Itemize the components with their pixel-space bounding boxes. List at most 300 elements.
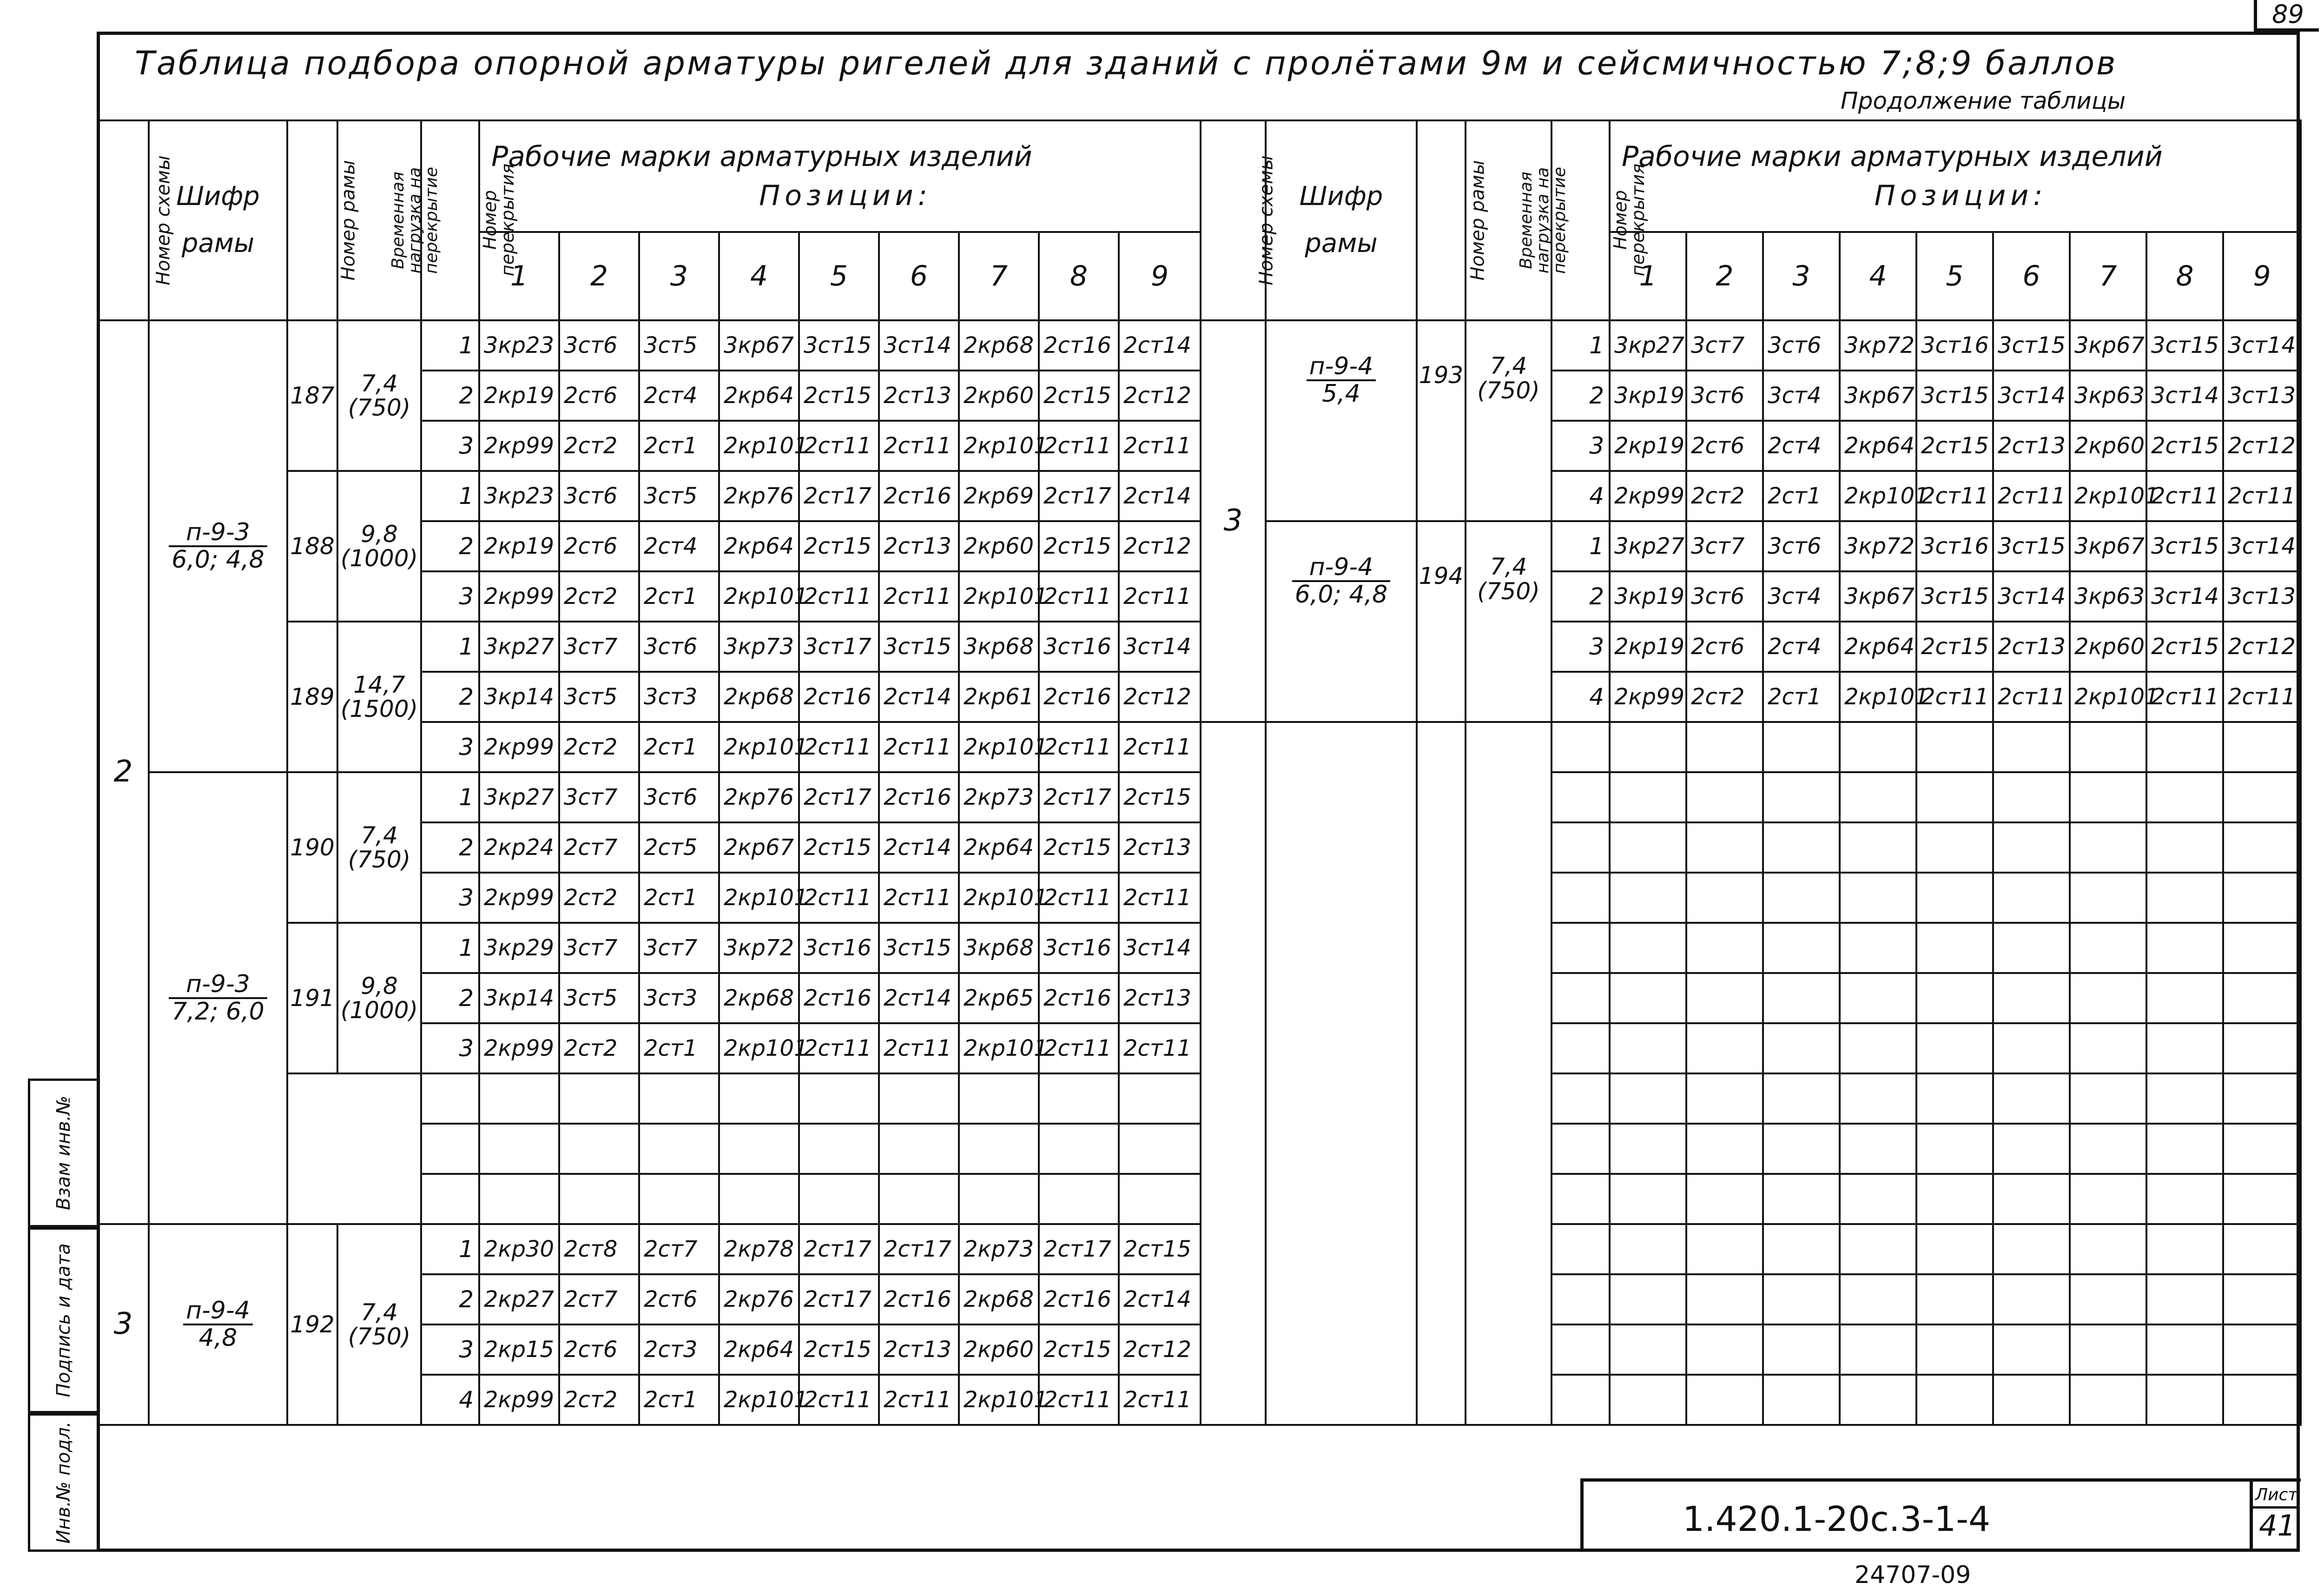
position-header: 6 xyxy=(1993,232,2070,320)
empty-cell xyxy=(879,1174,959,1224)
load-value xyxy=(337,471,421,622)
floor-number: 3 xyxy=(421,421,479,471)
floor-number: 4 xyxy=(421,1375,479,1425)
mark-cell: 2кр68 xyxy=(959,1274,1039,1324)
mark-cell: 2ст11 xyxy=(879,421,959,471)
floor-number: 1 xyxy=(1552,320,1610,371)
empty-cell xyxy=(2146,923,2223,973)
empty-cell xyxy=(1993,973,2070,1023)
floor-number: 1 xyxy=(421,1224,479,1274)
archive-number: 24707-09 xyxy=(1855,1561,1971,1589)
sheet-number: 41 xyxy=(2259,1509,2296,1543)
empty-cell xyxy=(1916,923,1993,973)
empty-cell xyxy=(1610,1124,1686,1174)
empty-cell xyxy=(1763,973,1840,1023)
empty-cell xyxy=(1686,1073,1763,1124)
empty-cell xyxy=(2223,1324,2301,1375)
frame-code-fraction xyxy=(1307,354,1376,406)
mark-cell: 3кр19 xyxy=(1610,571,1686,622)
mark-cell: 3кр27 xyxy=(479,772,559,822)
position-header: 1 xyxy=(479,232,559,320)
mark-cell: 2ст6 xyxy=(559,521,639,571)
mark-cell: 2кр19 xyxy=(1610,622,1686,672)
floor-number: 1 xyxy=(1552,521,1610,571)
mark-cell: 3ст7 xyxy=(559,923,639,973)
mark-cell: 2ст14 xyxy=(1119,471,1201,521)
empty-cell xyxy=(1840,1124,1916,1174)
empty-cell xyxy=(1916,873,1993,923)
mark-cell: 2ст14 xyxy=(879,822,959,873)
frame-code xyxy=(149,772,287,1224)
mark-cell: 2ст15 xyxy=(2146,622,2223,672)
empty-cell xyxy=(1916,722,1993,772)
empty-cell xyxy=(1840,973,1916,1023)
empty-cell xyxy=(2070,1274,2146,1324)
empty-cell xyxy=(1763,822,1840,873)
empty-cell xyxy=(2223,923,2301,973)
mark-cell: 2ст16 xyxy=(879,772,959,822)
table-row xyxy=(98,1224,1201,1274)
mark-cell: 2ст6 xyxy=(639,1274,719,1324)
empty-cell xyxy=(1610,923,1686,973)
mark-cell: 2ст11 xyxy=(799,722,879,772)
empty-cell xyxy=(1552,973,1610,1023)
empty-cell xyxy=(1840,1073,1916,1124)
mark-cell: 3ст7 xyxy=(559,622,639,672)
frame-number: 193 xyxy=(1417,320,1466,521)
load-value xyxy=(337,923,421,1073)
mark-cell: 2кр64 xyxy=(719,1324,799,1375)
mark-cell: 2ст13 xyxy=(879,1324,959,1375)
mark-cell: 2кр76 xyxy=(719,471,799,521)
empty-cell xyxy=(2146,1274,2223,1324)
empty-cell xyxy=(879,1073,959,1124)
load-kgf: (750) xyxy=(348,394,411,421)
position-header: 6 xyxy=(879,232,959,320)
mark-cell: 2ст2 xyxy=(1686,471,1763,521)
mark-cell: 3ст5 xyxy=(559,973,639,1023)
mark-cell: 2ст15 xyxy=(1119,1224,1201,1274)
empty-cell xyxy=(1610,1324,1686,1375)
mark-cell: 2кр65 xyxy=(959,973,1039,1023)
empty-cell xyxy=(1840,1375,1916,1425)
frame-number: 192 xyxy=(287,1224,337,1425)
floor-number: 4 xyxy=(1552,672,1610,722)
empty-cell xyxy=(719,1073,799,1124)
empty-cell xyxy=(421,1073,479,1124)
empty-cell xyxy=(421,1174,479,1224)
mark-cell: 2ст15 xyxy=(799,371,879,421)
floor-number: 1 xyxy=(421,772,479,822)
empty-cell xyxy=(1993,873,2070,923)
header-code: Шифр рамы xyxy=(149,120,287,320)
mark-cell: 2кр60 xyxy=(959,371,1039,421)
margin-replace-inv: Взам инв.№ xyxy=(28,1079,97,1227)
mark-cell: 2ст11 xyxy=(2223,672,2301,722)
mark-cell: 2ст16 xyxy=(1039,320,1119,371)
mark-cell: 2кр99 xyxy=(479,421,559,471)
mark-cell: 2ст11 xyxy=(879,722,959,772)
table-title: Таблица подбора опорной арматуры ригелей для зданий с пролётами 9м и сейсмичностью 7;8;9 баллов xyxy=(135,44,2118,82)
empty-cell xyxy=(1552,1124,1610,1174)
mark-cell: 2ст17 xyxy=(1039,471,1119,521)
mark-cell: 2ст16 xyxy=(1039,973,1119,1023)
mark-cell: 2кр64 xyxy=(719,371,799,421)
floor-number: 2 xyxy=(421,822,479,873)
table-subtitle: Продолжение таблицы xyxy=(1841,87,2126,114)
mark-cell: 2ст11 xyxy=(1119,1375,1201,1425)
mark-cell: 2ст17 xyxy=(799,1224,879,1274)
mark-cell: 2кр99 xyxy=(479,1375,559,1425)
left-table-body xyxy=(98,120,1201,1476)
filler-cell xyxy=(98,1425,1201,1476)
floor-number: 3 xyxy=(1552,622,1610,672)
mark-cell: 3кр72 xyxy=(1840,521,1916,571)
floor-number: 2 xyxy=(421,371,479,421)
mark-cell: 2кр60 xyxy=(2070,421,2146,471)
mark-cell: 2ст15 xyxy=(1119,772,1201,822)
floor-number: 2 xyxy=(1552,571,1610,622)
mark-cell: 2ст13 xyxy=(1993,622,2070,672)
mark-cell: 3кр29 xyxy=(479,923,559,973)
empty-cell xyxy=(1552,1174,1610,1224)
floor-number: 3 xyxy=(421,1023,479,1073)
header-scheme: Номер схемы xyxy=(98,120,149,320)
empty-cell xyxy=(2146,1224,2223,1274)
mark-cell: 3кр67 xyxy=(2070,521,2146,571)
empty-cell xyxy=(1552,1274,1610,1324)
empty-cell xyxy=(1686,1174,1763,1224)
empty-cell xyxy=(2223,1073,2301,1124)
mark-cell: 2кр64 xyxy=(719,521,799,571)
mark-cell: 3кр27 xyxy=(1610,521,1686,571)
mark-cell: 2ст6 xyxy=(1686,421,1763,471)
empty-cell xyxy=(1686,923,1763,973)
position-header: 4 xyxy=(719,232,799,320)
empty-cell xyxy=(2070,973,2146,1023)
mark-cell: 3ст5 xyxy=(559,672,639,722)
mark-cell: 3ст15 xyxy=(1993,320,2070,371)
mark-cell: 3ст16 xyxy=(1039,622,1119,672)
empty-cell xyxy=(2146,822,2223,873)
mark-cell: 3ст4 xyxy=(1763,371,1840,421)
empty-cell xyxy=(559,1073,639,1124)
mark-cell: 2ст11 xyxy=(1039,1375,1119,1425)
mark-cell: 2ст12 xyxy=(1119,1324,1201,1375)
load-kpa: 7,4 xyxy=(361,821,398,849)
empty-cell xyxy=(1610,822,1686,873)
load-kgf: (1500) xyxy=(340,695,418,722)
empty-cell xyxy=(1840,923,1916,973)
frame-code-num: п-9-3 xyxy=(169,972,267,999)
floor-number: 2 xyxy=(421,973,479,1023)
empty-cell xyxy=(1039,1124,1119,1174)
mark-cell: 2ст11 xyxy=(799,873,879,923)
mark-cell: 2ст11 xyxy=(1119,421,1201,471)
mark-cell: 2кр73 xyxy=(959,772,1039,822)
mark-cell: 2кр101 xyxy=(719,571,799,622)
mark-cell: 2кр68 xyxy=(719,672,799,722)
scheme-number: 3 xyxy=(98,1224,149,1425)
mark-cell: 3ст15 xyxy=(879,622,959,672)
mark-cell: 2ст6 xyxy=(559,371,639,421)
frame-code-fraction xyxy=(169,972,267,1024)
empty-cell xyxy=(1686,1023,1763,1073)
mark-cell: 2ст11 xyxy=(879,1023,959,1073)
frame-code-num: п-9-4 xyxy=(1307,354,1376,381)
load-kgf: (750) xyxy=(348,1323,411,1350)
mark-cell: 2ст11 xyxy=(1119,1023,1201,1073)
empty-cell xyxy=(2223,772,2301,822)
empty-cell xyxy=(1840,1023,1916,1073)
mark-cell: 2ст11 xyxy=(1119,571,1201,622)
filler-row xyxy=(98,1425,1201,1476)
empty-cell xyxy=(1610,973,1686,1023)
empty-cell xyxy=(2146,873,2223,923)
mark-cell: 2ст4 xyxy=(639,371,719,421)
floor-number: 3 xyxy=(1552,421,1610,471)
mark-cell: 3ст6 xyxy=(639,622,719,672)
mark-cell: 3кр72 xyxy=(719,923,799,973)
floor-number: 3 xyxy=(421,1324,479,1375)
position-header: 3 xyxy=(1763,232,1840,320)
empty-cell xyxy=(2223,1274,2301,1324)
empty-cell xyxy=(1552,1375,1610,1425)
frame-number: 194 xyxy=(1417,521,1466,722)
mark-cell: 2ст15 xyxy=(1039,1324,1119,1375)
empty-cell xyxy=(1610,1224,1686,1274)
position-header: 1 xyxy=(1610,232,1686,320)
table-row xyxy=(98,772,1201,822)
mark-cell: 2кр101 xyxy=(719,722,799,772)
empty-cell xyxy=(1610,1023,1686,1073)
mark-cell: 2кр101 xyxy=(719,873,799,923)
sheet-label: Лист xyxy=(2255,1485,2298,1504)
empty-cell xyxy=(1840,1324,1916,1375)
mark-cell: 2кр78 xyxy=(719,1224,799,1274)
mark-cell: 2кр60 xyxy=(959,521,1039,571)
mark-cell: 3ст15 xyxy=(879,923,959,973)
table-row xyxy=(1201,521,2301,571)
empty-cell xyxy=(1552,1023,1610,1073)
empty-cell xyxy=(2223,1174,2301,1224)
empty-cell xyxy=(1763,1274,1840,1324)
mark-cell: 2ст15 xyxy=(799,822,879,873)
load-kpa: 9,8 xyxy=(361,972,398,1000)
mark-cell: 2кр101 xyxy=(719,1375,799,1425)
empty-cell xyxy=(1610,1073,1686,1124)
frame-code-num: п-9-4 xyxy=(183,1298,253,1325)
empty-cell xyxy=(1610,1375,1686,1425)
mark-cell: 3ст16 xyxy=(1916,521,1993,571)
empty-cell xyxy=(959,1124,1039,1174)
load-kpa: 14,7 xyxy=(353,671,405,698)
mark-cell: 2ст2 xyxy=(559,571,639,622)
empty-cell xyxy=(1686,973,1763,1023)
mark-cell: 2кр101 xyxy=(2070,672,2146,722)
empty-cell xyxy=(1039,1073,1119,1124)
empty-cell xyxy=(559,1174,639,1224)
empty-cell xyxy=(287,1073,421,1224)
empty-cell xyxy=(879,1124,959,1174)
mark-cell: 2ст1 xyxy=(1763,471,1840,521)
mark-cell: 2ст14 xyxy=(879,973,959,1023)
floor-number: 2 xyxy=(421,1274,479,1324)
mark-cell: 3ст14 xyxy=(1993,371,2070,421)
empty-cell xyxy=(2070,1124,2146,1174)
mark-cell: 2кр101 xyxy=(2070,471,2146,521)
empty-cell xyxy=(1993,1324,2070,1375)
empty-cell xyxy=(2223,973,2301,1023)
mark-cell: 2ст11 xyxy=(1916,471,1993,521)
empty-cell xyxy=(1039,1174,1119,1224)
mark-cell: 3ст14 xyxy=(2146,371,2223,421)
mark-cell: 3ст14 xyxy=(2223,320,2301,371)
header-row-right xyxy=(1201,120,2301,232)
mark-cell: 2ст12 xyxy=(2223,622,2301,672)
mark-cell: 2ст1 xyxy=(639,421,719,471)
empty-cell xyxy=(1916,973,1993,1023)
mark-cell: 2ст7 xyxy=(639,1224,719,1274)
mark-cell: 2ст11 xyxy=(1039,421,1119,471)
empty-cell xyxy=(1763,1174,1840,1224)
mark-cell: 2кр76 xyxy=(719,1274,799,1324)
empty-cell xyxy=(1993,1124,2070,1174)
mark-cell: 2кр101 xyxy=(959,722,1039,772)
empty-cell xyxy=(2070,822,2146,873)
mark-cell: 3ст7 xyxy=(639,923,719,973)
mark-cell: 2ст11 xyxy=(1039,1023,1119,1073)
frame-code-den: 4,8 xyxy=(198,1324,238,1352)
mark-cell: 3ст15 xyxy=(1993,521,2070,571)
empty-cell xyxy=(1763,1124,1840,1174)
empty-cell xyxy=(2070,1073,2146,1124)
mark-cell: 3ст14 xyxy=(1119,622,1201,672)
empty-cell xyxy=(1201,722,1266,1425)
empty-cell xyxy=(1916,1224,1993,1274)
empty-cell xyxy=(1916,772,1993,822)
mark-cell: 2ст11 xyxy=(879,1375,959,1425)
floor-number: 3 xyxy=(421,873,479,923)
mark-cell: 2ст4 xyxy=(1763,421,1840,471)
mark-cell: 2ст6 xyxy=(1686,622,1763,672)
floor-number: 1 xyxy=(421,923,479,973)
empty-cell xyxy=(719,1174,799,1224)
empty-cell xyxy=(2223,873,2301,923)
mark-cell: 3ст15 xyxy=(1916,571,1993,622)
mark-cell: 2ст14 xyxy=(879,672,959,722)
mark-cell: 3кр14 xyxy=(479,672,559,722)
mark-cell: 3ст6 xyxy=(559,320,639,371)
mark-cell: 2ст15 xyxy=(1039,521,1119,571)
mark-cell: 2ст15 xyxy=(2146,421,2223,471)
header-load: Временная нагрузка на перекрытие xyxy=(337,120,421,320)
empty-cell xyxy=(1916,822,1993,873)
mark-cell: 2ст11 xyxy=(799,1375,879,1425)
mark-cell: 2ст2 xyxy=(559,1023,639,1073)
position-header: 7 xyxy=(959,232,1039,320)
mark-cell: 2ст16 xyxy=(879,471,959,521)
mark-cell: 2кр67 xyxy=(719,822,799,873)
mark-cell: 3ст14 xyxy=(879,320,959,371)
empty-cell xyxy=(1763,1224,1840,1274)
mark-cell: 2кр99 xyxy=(1610,672,1686,722)
frame-number: 190 xyxy=(287,772,337,923)
mark-cell: 2кр99 xyxy=(1610,471,1686,521)
margin-original-inv: Инв.№ подл. xyxy=(28,1413,97,1552)
mark-cell: 2ст7 xyxy=(559,1274,639,1324)
mark-cell: 2ст11 xyxy=(2146,672,2223,722)
frame-code xyxy=(149,1224,287,1425)
mark-cell: 3кр19 xyxy=(1610,371,1686,421)
empty-cell xyxy=(1119,1073,1201,1124)
mark-cell: 2ст6 xyxy=(559,1324,639,1375)
empty-cell xyxy=(2146,772,2223,822)
empty-cell xyxy=(1686,772,1763,822)
empty-cell xyxy=(1993,772,2070,822)
mark-cell: 2кр101 xyxy=(959,1023,1039,1073)
empty-cell xyxy=(1610,873,1686,923)
mark-cell: 3кр63 xyxy=(2070,571,2146,622)
load-kpa: 7,4 xyxy=(1490,352,1527,379)
load-value xyxy=(1466,521,1552,722)
frame-number: 189 xyxy=(287,622,337,772)
empty-cell xyxy=(1993,722,2070,772)
empty-cell xyxy=(1552,822,1610,873)
empty-cell xyxy=(2146,973,2223,1023)
mark-cell: 2кр30 xyxy=(479,1224,559,1274)
mark-cell: 2кр101 xyxy=(1840,471,1916,521)
empty-cell xyxy=(2070,923,2146,973)
mark-cell: 2ст16 xyxy=(879,1274,959,1324)
mark-cell: 2ст2 xyxy=(1686,672,1763,722)
empty-cell xyxy=(1840,1174,1916,1224)
mark-cell: 2ст14 xyxy=(1119,320,1201,371)
position-header: 4 xyxy=(1840,232,1916,320)
mark-cell: 2ст13 xyxy=(1119,822,1201,873)
empty-cell xyxy=(1763,722,1840,772)
mark-cell: 3ст14 xyxy=(2223,521,2301,571)
header-scheme-right: Номер схемы xyxy=(1201,120,1266,320)
empty-cell xyxy=(1552,722,1610,772)
empty-cell xyxy=(1840,822,1916,873)
empty-cell xyxy=(2146,1073,2223,1124)
empty-cell xyxy=(1763,923,1840,973)
right-table-body xyxy=(1201,120,2301,1425)
mark-cell: 2кр60 xyxy=(959,1324,1039,1375)
mark-cell: 2кр64 xyxy=(1840,421,1916,471)
mark-cell: 3кр27 xyxy=(479,622,559,672)
mark-cell: 3кр73 xyxy=(719,622,799,672)
header-code-right: Шифр рамы xyxy=(1266,120,1417,320)
mark-cell: 2ст11 xyxy=(1039,722,1119,772)
mark-cell: 2ст11 xyxy=(1039,571,1119,622)
position-header: 2 xyxy=(1686,232,1763,320)
mark-cell: 3ст14 xyxy=(2146,571,2223,622)
empty-cell xyxy=(1840,722,1916,772)
mark-cell: 2кр101 xyxy=(959,1375,1039,1425)
mark-cell: 3ст15 xyxy=(2146,521,2223,571)
table-row xyxy=(1201,320,2301,371)
empty-cell xyxy=(2146,1124,2223,1174)
empty-cell xyxy=(2070,722,2146,772)
mark-cell: 2кр24 xyxy=(479,822,559,873)
empty-cell xyxy=(2070,1023,2146,1073)
mark-cell: 3ст16 xyxy=(799,923,879,973)
load-kgf: (1000) xyxy=(340,997,418,1024)
mark-cell: 2кр101 xyxy=(719,421,799,471)
position-header: 8 xyxy=(1039,232,1119,320)
